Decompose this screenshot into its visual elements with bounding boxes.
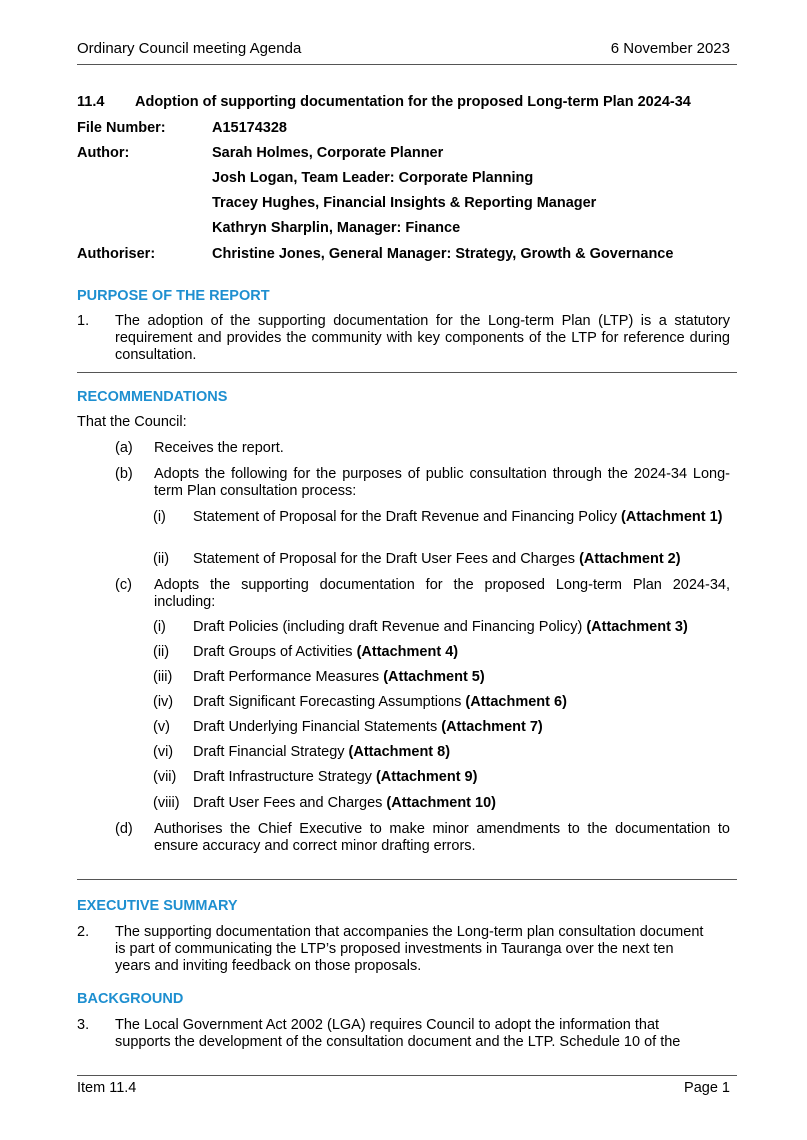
background-heading: BACKGROUND bbox=[77, 991, 184, 1007]
rec-c-v-label: (v) bbox=[153, 719, 170, 735]
section-rule bbox=[77, 879, 737, 880]
rec-d-text: Authorises the Chief Executive to make minor amendments to the documentation to ensure accuracy and correct minor drafting errors. bbox=[154, 821, 730, 854]
item-number: 11.4 bbox=[77, 94, 105, 110]
footer-rule bbox=[77, 1075, 737, 1076]
header-date: 6 November 2023 bbox=[610, 40, 730, 57]
footer-item: Item 11.4 bbox=[77, 1080, 137, 1096]
author-label: Author: bbox=[77, 145, 130, 161]
rec-b-ii-label: (ii) bbox=[153, 551, 170, 567]
rec-c-ii-text: Draft Groups of Activities (Attachment 4) bbox=[193, 644, 459, 660]
executive-line-2: is part of communicating the LTP’s proposed investments in Tauranga over the next ten bbox=[115, 941, 674, 957]
authoriser-value: Christine Jones, General Manager: Strategy, Growth & Governance bbox=[212, 246, 674, 262]
file-number-label: File Number: bbox=[77, 120, 166, 136]
rec-b-i-label: (i) bbox=[153, 509, 166, 525]
rec-a-text: Receives the report. bbox=[154, 440, 284, 456]
rec-c-vii-text: Draft Infrastructure Strategy (Attachment 9) bbox=[193, 769, 478, 785]
file-number-value: A15174328 bbox=[212, 120, 287, 136]
rec-b-text: Adopts the following for the purposes of public consultation through the 2024-34 Long-term Plan consultation process: bbox=[154, 466, 730, 499]
recommendations-intro: That the Council: bbox=[77, 414, 187, 430]
rec-c-vi-label: (vi) bbox=[153, 744, 174, 760]
item-title: Adoption of supporting documentation for the proposed Long-term Plan 2024-34 bbox=[135, 94, 691, 110]
rec-c-viii-text: Draft User Fees and Charges (Attachment 10) bbox=[193, 795, 496, 811]
header-title: Ordinary Council meeting Agenda bbox=[77, 40, 302, 57]
rec-b-ii-text: Statement of Proposal for the Draft User Fees and Charges (Attachment 2) bbox=[193, 551, 681, 567]
section-rule bbox=[77, 372, 737, 373]
rec-c-vii-label: (vii) bbox=[153, 769, 177, 785]
footer-page: Page 1 bbox=[684, 1080, 730, 1096]
rec-c-vi-text: Draft Financial Strategy (Attachment 8) bbox=[193, 744, 451, 760]
rec-c-i-text: Draft Policies (including draft Revenue and Financing Policy) (Attachment 3) bbox=[193, 619, 688, 635]
rec-c-i-label: (i) bbox=[153, 619, 166, 635]
author-2: Josh Logan, Team Leader: Corporate Planning bbox=[212, 170, 534, 186]
rec-d-label: (d) bbox=[115, 821, 133, 837]
rec-c-v-text: Draft Underlying Financial Statements (Attachment 7) bbox=[193, 719, 543, 735]
purpose-heading: PURPOSE OF THE REPORT bbox=[77, 288, 270, 304]
rec-b-i-text: Statement of Proposal for the Draft Revenue and Financing Policy (Attachment 1) bbox=[193, 509, 723, 525]
rec-c-text: Adopts the supporting documentation for the proposed Long-term Plan 2024-34, including: bbox=[154, 577, 730, 610]
executive-line-1: The supporting documentation that accompanies the Long-term plan consultation document bbox=[115, 924, 704, 940]
rec-c-iii-text: Draft Performance Measures (Attachment 5) bbox=[193, 669, 485, 685]
authoriser-label: Authoriser: bbox=[77, 246, 156, 262]
purpose-number: 1. bbox=[77, 313, 90, 329]
rec-c-iv-text: Draft Significant Forecasting Assumptions (Attachment 6) bbox=[193, 694, 567, 710]
background-number: 3. bbox=[77, 1017, 90, 1033]
executive-summary-heading: EXECUTIVE SUMMARY bbox=[77, 898, 238, 914]
rec-a-label: (a) bbox=[115, 440, 133, 456]
executive-line-3: years and inviting feedback on those proposals. bbox=[115, 958, 422, 974]
rec-c-viii-label: (viii) bbox=[153, 795, 180, 811]
recommendations-heading: RECOMMENDATIONS bbox=[77, 389, 228, 405]
rec-c-iii-label: (iii) bbox=[153, 669, 173, 685]
author-3: Tracey Hughes, Financial Insights & Reporting Manager bbox=[212, 195, 597, 211]
rec-b-label: (b) bbox=[115, 466, 133, 482]
rec-c-ii-label: (ii) bbox=[153, 644, 170, 660]
rec-c-iv-label: (iv) bbox=[153, 694, 174, 710]
author-4: Kathryn Sharplin, Manager: Finance bbox=[212, 220, 461, 236]
header-rule bbox=[77, 64, 737, 65]
rec-c-label: (c) bbox=[115, 577, 132, 593]
background-line-1: The Local Government Act 2002 (LGA) requires Council to adopt the information that bbox=[115, 1017, 660, 1033]
purpose-text: The adoption of the supporting documentation for the Long-term Plan (LTP) is a statutory requirement and provides the community with key components of the LTP for reference during consultation. bbox=[115, 313, 730, 363]
background-line-2: supports the development of the consultation document and the LTP. Schedule 10 of the bbox=[115, 1034, 681, 1050]
author-1: Sarah Holmes, Corporate Planner bbox=[212, 145, 444, 161]
executive-number: 2. bbox=[77, 924, 90, 940]
